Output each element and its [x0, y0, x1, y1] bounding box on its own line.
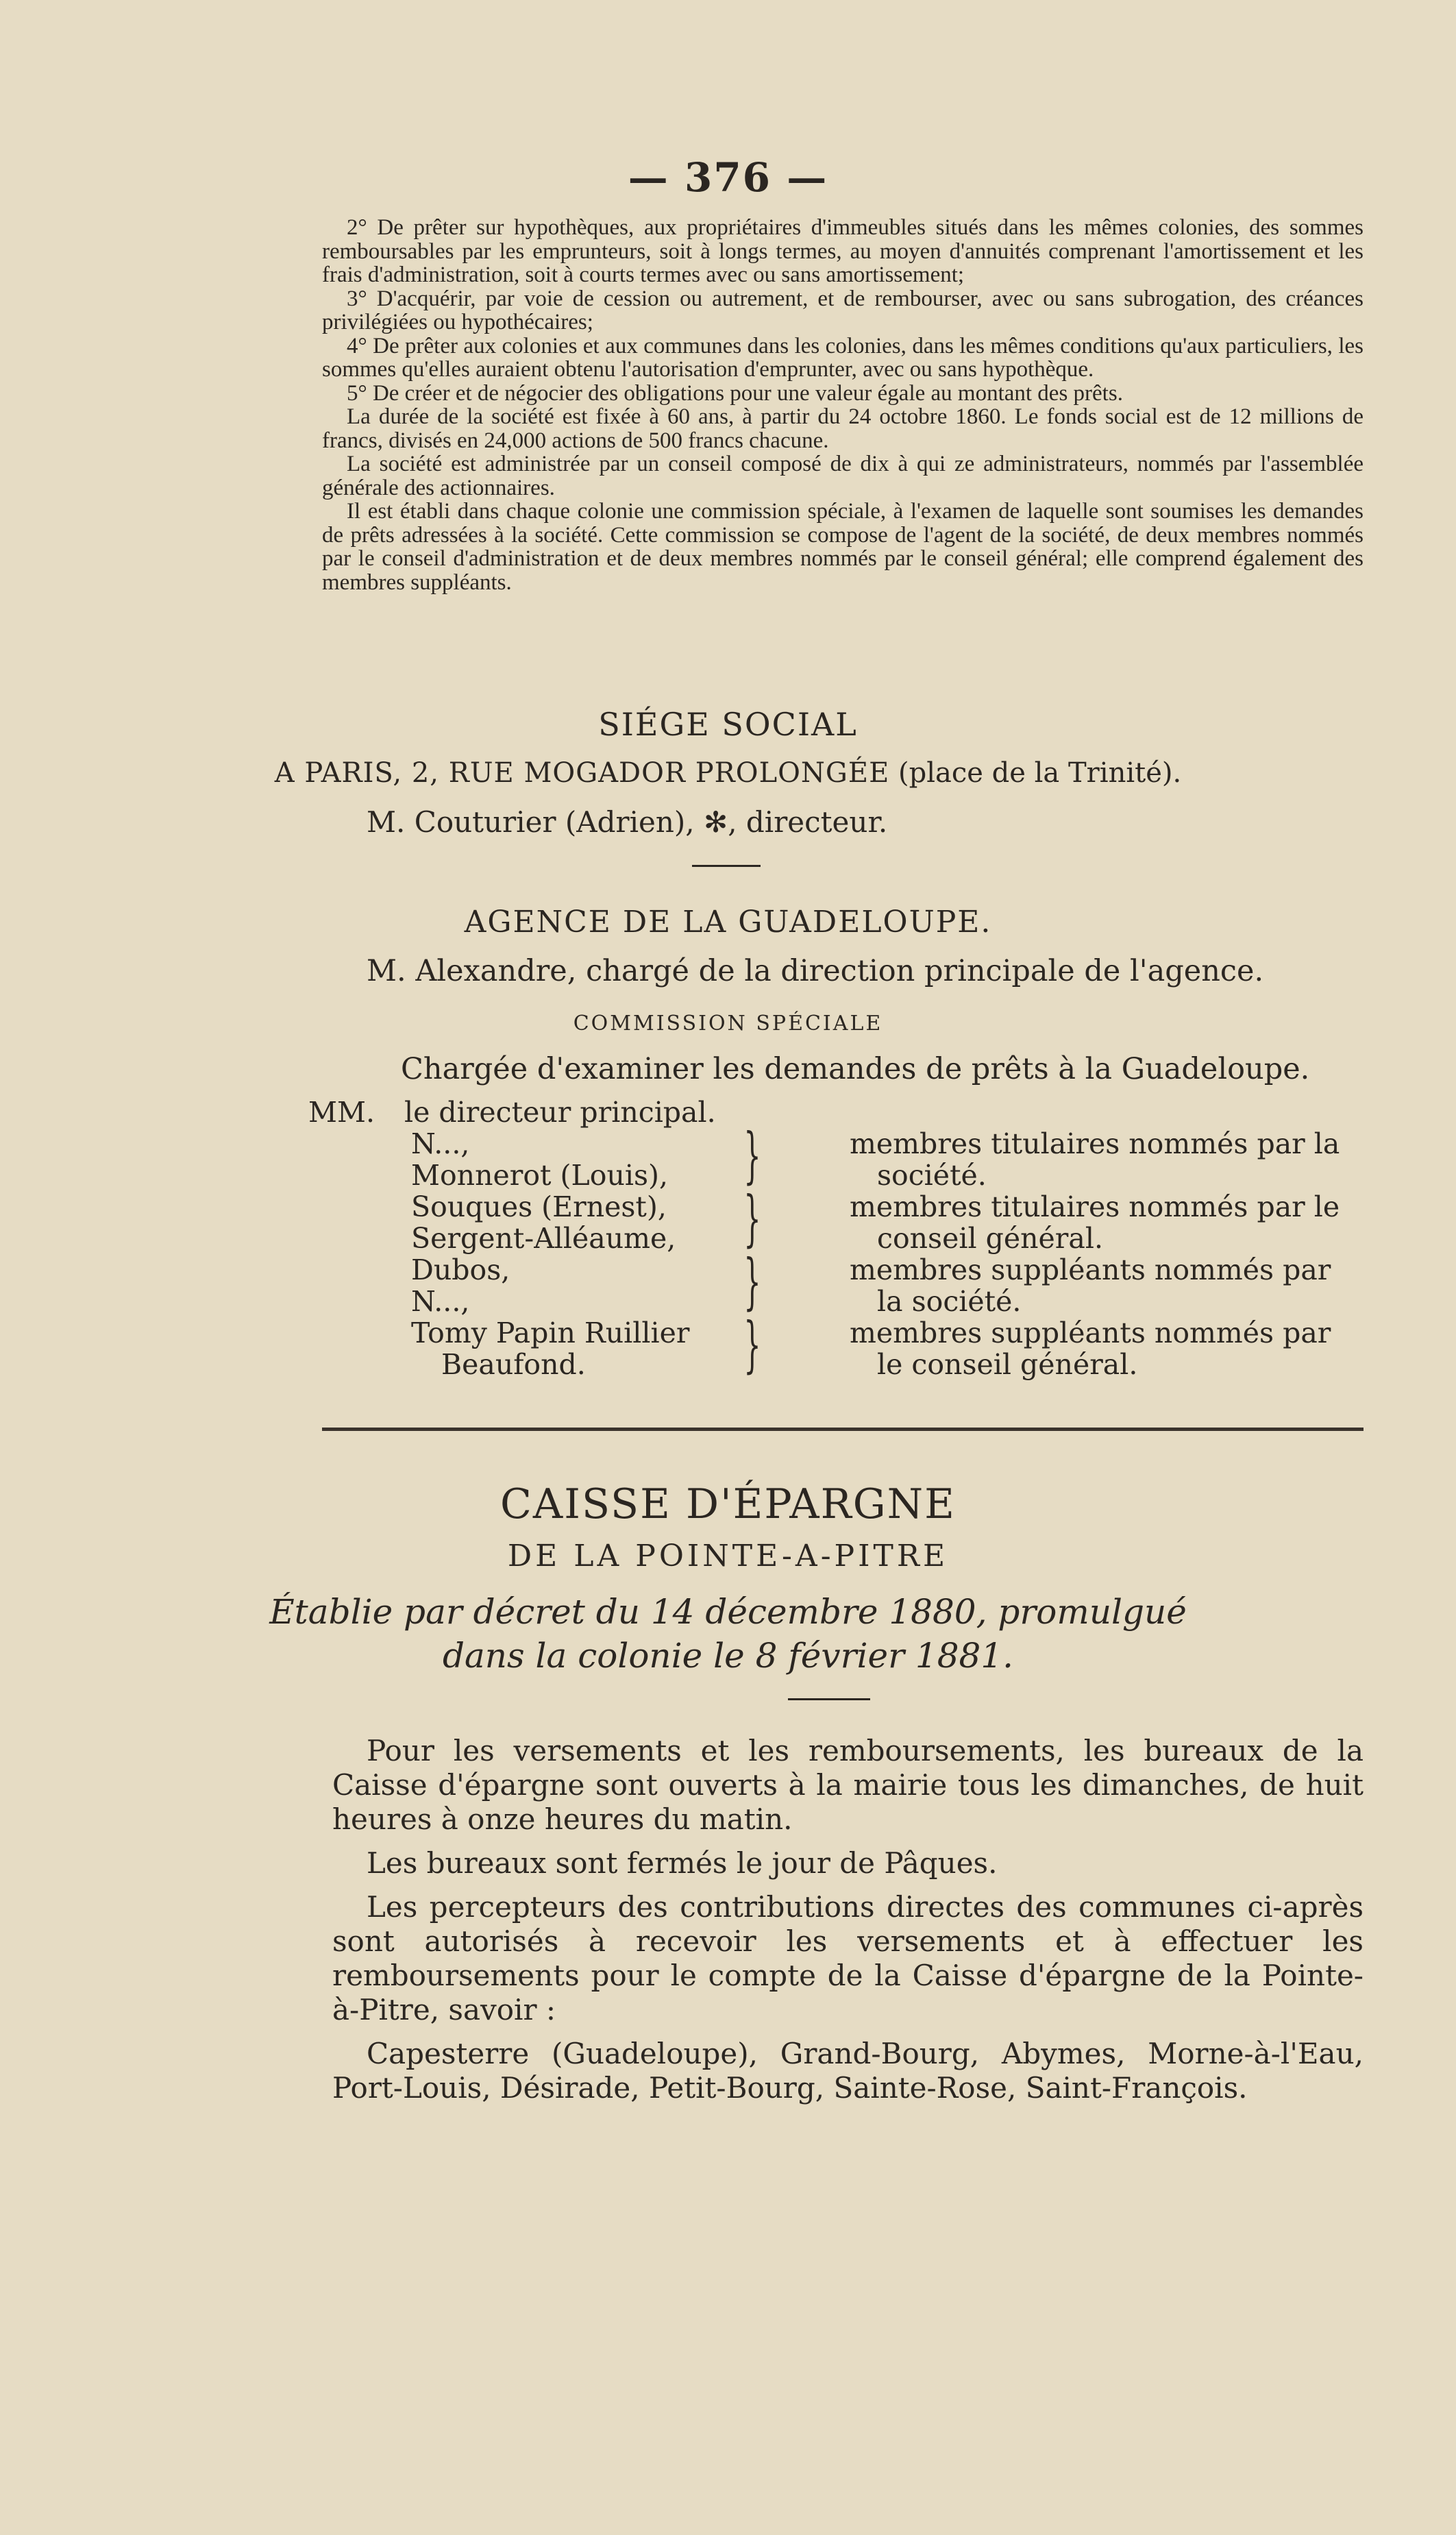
member-names	[411, 1317, 690, 1380]
section-divider-thick	[322, 1428, 1364, 1431]
caisse-paragraph: Capesterre (Guadeloupe), Grand-Bourg, Abymes, Morne-à-l'Eau, Port-Louis, Désirade, Petit-Bourg, Sainte-Rose, Saint-François.	[332, 2037, 1364, 2105]
member-name: N...,	[411, 1127, 470, 1160]
member-names	[411, 1128, 668, 1191]
member-director: le directeur principal.	[404, 1096, 716, 1129]
caisse-body-text	[332, 1734, 1364, 2115]
statute-paragraph: 3° D'acquérir, par voie de cession ou autrement, et de rembourser, avec ou sans subrogation, des créances privilégiées ou hypothécaires;	[322, 286, 1364, 334]
role-line: membres titulaires nommés par la	[850, 1127, 1340, 1160]
role-line: membres titulaires nommés par le	[850, 1190, 1340, 1223]
member-name: Souques (Ernest),	[411, 1190, 667, 1223]
siege-address	[0, 757, 1456, 789]
caisse-paragraph: Les percepteurs des contributions directes des communes ci-après sont autorisés à recevoir les versements et à effectuer les remboursements pour le compte de la Caisse d'épargne de la Pointe-à-Pitre, savoir :	[332, 1890, 1364, 2026]
member-name: Sergent-Alléaume,	[411, 1222, 676, 1255]
member-role	[850, 1128, 1377, 1191]
statute-paragraph: La société est administrée par un conseil composé de dix à qui ze administrateurs, nommés par l'assemblée générale des actionnaires.	[322, 452, 1364, 500]
member-name: Tomy Papin Ruillier	[411, 1317, 690, 1349]
member-name: Beaufond.	[441, 1348, 586, 1381]
commission-heading: COMMISSION SPÉCIALE	[573, 1012, 883, 1036]
role-line: membres suppléants nommés par	[850, 1253, 1331, 1286]
member-name: Dubos,	[411, 1253, 510, 1286]
siege-social-heading: SIÉGE SOCIAL	[598, 706, 858, 743]
commission-description: Chargée d'examiner les demandes de prêts à la Guadeloupe.	[401, 1052, 1310, 1086]
member-names	[411, 1254, 510, 1317]
caisse-paragraph: Les bureaux sont fermés le jour de Pâques.	[367, 1846, 998, 1880]
brace-icon: }	[743, 1120, 761, 1190]
member-role	[850, 1254, 1377, 1317]
establishment-line: Établie par décret du 14 décembre 1880, promulgué	[269, 1592, 1187, 1632]
address-place: (place de la Trinité).	[898, 757, 1182, 789]
agence-heading: AGENCE DE LA GUADELOUPE.	[464, 905, 992, 940]
brace-icon: }	[743, 1309, 761, 1380]
brace-icon: }	[743, 1246, 761, 1317]
role-line: le conseil général.	[877, 1348, 1138, 1381]
role-line: conseil général.	[877, 1222, 1103, 1255]
brace-icon: }	[743, 1183, 761, 1253]
section-divider	[788, 1698, 870, 1700]
establishment-line: dans la colonie le 8 février 1881.	[442, 1636, 1014, 1676]
caisse-establishment	[0, 1590, 1456, 1678]
member-name: N...,	[411, 1285, 470, 1318]
role-line: membres suppléants nommés par	[850, 1317, 1331, 1349]
caisse-paragraph: Pour les versements et les remboursements, les bureaux de la Caisse d'épargne sont ouverts à la mairie tous les dimanches, de huit heures à onze heures du matin.	[332, 1734, 1364, 1836]
caisse-subheading: DE LA POINTE-A-PITRE	[507, 1539, 949, 1573]
mm-label: MM.	[308, 1096, 375, 1129]
address-street: A PARIS, 2, RUE MOGADOR PROLONGÉE	[274, 757, 890, 789]
caisse-heading: CAISSE D'ÉPARGNE	[500, 1480, 956, 1528]
member-role	[850, 1317, 1377, 1380]
agency-chief-line: M. Alexandre, chargé de la direction principale de l'agence.	[367, 954, 1264, 988]
member-name: Monnerot (Louis),	[411, 1159, 669, 1192]
statute-paragraph: La durée de la société est fixée à 60 ans, à partir du 24 octobre 1860. Le fonds social est de 12 millions de francs, divisés en 24,000 actions de 500 francs chacune.	[322, 404, 1364, 453]
statute-paragraph: 2° De prêter sur hypothèques, aux propriétaires d'immeubles situés dans les mêmes colonies, des sommes remboursables par les emprunteurs, soit à longs termes, au moyen d'annuités comprenant l'amortissement et les frais d'administration, soit à courts termes avec ou sans amortissement;	[322, 215, 1364, 287]
bank-statutes-text	[322, 216, 1364, 594]
statute-paragraph: Il est établi dans chaque colonie une commission spéciale, à l'examen de laquelle sont soumises les demandes de prêts adressées à la société. Cette commission se compose de l'agent de la société, de deux membres nommés par le conseil d'administration et de deux membres nommés par le conseil général; elle comprend également des membres suppléants.	[322, 499, 1364, 595]
member-names	[411, 1191, 676, 1254]
role-line: la société.	[877, 1285, 1022, 1318]
director-line: M. Couturier (Adrien), ✻, directeur.	[367, 805, 888, 839]
section-divider	[692, 865, 761, 867]
statute-paragraph: 5° De créer et de négocier des obligations pour une valeur égale au montant des prêts.	[347, 380, 1123, 406]
statute-paragraph: 4° De prêter aux colonies et aux communes dans les colonies, dans les mêmes conditions qu'aux particuliers, les sommes qu'elles auraient obtenu l'autorisation d'emprunter, avec ou sans hypothèque.	[322, 333, 1364, 382]
member-role	[850, 1191, 1377, 1254]
page-number: — 376 —	[628, 154, 828, 201]
role-line: société.	[877, 1159, 987, 1192]
